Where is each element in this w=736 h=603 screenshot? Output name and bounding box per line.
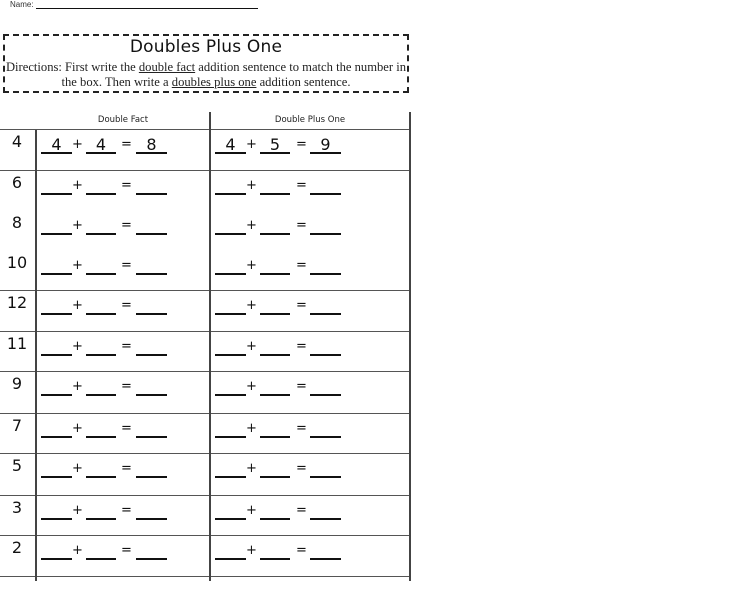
column-divider-left	[35, 130, 37, 581]
table-row	[0, 291, 411, 332]
double-fact-sum-blank[interactable]	[136, 380, 167, 396]
double-fact-addend-1-blank[interactable]	[41, 544, 72, 560]
double-plus-one-addend-2-blank[interactable]	[260, 422, 290, 438]
directions-term-double-fact: double fact	[138, 60, 196, 74]
table-row	[0, 414, 411, 455]
double-fact-addend-1-blank[interactable]	[41, 422, 72, 438]
double-plus-one-sum-blank[interactable]	[310, 422, 341, 438]
target-number: 6	[11, 172, 23, 192]
table-row	[0, 536, 411, 577]
table-row	[0, 130, 411, 171]
plus-sign: +	[246, 502, 257, 518]
instructions-box	[3, 34, 409, 93]
plus-sign: +	[246, 338, 257, 354]
equals-sign: =	[121, 543, 132, 558]
double-fact-sum-blank[interactable]	[136, 462, 167, 478]
double-fact-sum-blank[interactable]	[136, 179, 167, 195]
table-header	[0, 112, 411, 130]
directions-part: addition sentence.	[256, 75, 351, 89]
double-plus-one-sum-blank[interactable]	[310, 259, 341, 275]
table-row	[0, 496, 411, 537]
double-plus-one-sum-blank[interactable]	[310, 340, 341, 356]
plus-sign: +	[246, 461, 257, 476]
double-plus-one-sum-blank[interactable]	[310, 299, 341, 315]
double-fact-addend-2-blank[interactable]	[86, 219, 116, 235]
double-fact-addend-2-blank[interactable]	[86, 380, 116, 396]
double-plus-one-addend-1-blank[interactable]	[215, 544, 246, 560]
double-fact-sum-blank[interactable]	[136, 219, 167, 235]
column-divider-middle	[209, 112, 211, 581]
worksheet-table	[0, 112, 411, 577]
equals-sign: =	[121, 338, 132, 354]
plus-sign: +	[246, 177, 257, 193]
equals-sign: =	[296, 379, 307, 394]
double-fact-addend-1-blank[interactable]	[41, 462, 72, 478]
table-right-border	[409, 112, 411, 581]
table-row	[0, 372, 411, 414]
double-fact-addend-2-blank[interactable]	[86, 179, 116, 195]
double-fact-sum-blank[interactable]	[136, 259, 167, 275]
plus-sign: +	[72, 420, 83, 436]
directions-term-doubles-plus-one: doubles plus one	[171, 75, 257, 89]
double-plus-one-addend-1-blank[interactable]	[215, 462, 246, 478]
target-number: 8	[11, 212, 23, 232]
equals-sign: =	[121, 420, 132, 436]
plus-sign: +	[72, 379, 83, 394]
directions-part: addition sentence to match the number in the box. Then write a	[61, 60, 407, 89]
plus-sign: +	[246, 298, 257, 313]
table-row	[0, 332, 411, 373]
double-plus-one-addend-2-blank[interactable]	[260, 340, 290, 356]
double-plus-one-sum-blank[interactable]	[310, 504, 341, 520]
double-plus-one-addend-1-blank[interactable]	[215, 299, 246, 315]
plus-sign: +	[72, 217, 83, 233]
double-plus-one-addend-2-blank[interactable]	[260, 380, 290, 396]
target-number: 9	[11, 374, 23, 393]
plus-sign: +	[72, 461, 83, 476]
double-fact-addend-1-blank[interactable]	[41, 504, 72, 520]
double-fact-sum-blank[interactable]	[136, 422, 167, 438]
double-plus-one-sum-blank[interactable]	[310, 544, 341, 560]
double-plus-one-sum-blank[interactable]	[310, 219, 341, 235]
name-input-line[interactable]	[36, 0, 258, 9]
double-fact-addend-2-blank[interactable]	[86, 340, 116, 356]
directions-text	[5, 60, 407, 90]
target-number: 5	[11, 456, 23, 475]
equals-sign: =	[121, 298, 132, 313]
double-fact-addend-1-blank[interactable]	[41, 380, 72, 396]
double-fact-sum-blank[interactable]	[136, 544, 167, 560]
equals-sign: =	[296, 177, 307, 193]
double-plus-one-addend-2-blank[interactable]	[260, 219, 290, 235]
name-label: Name:	[10, 0, 34, 9]
column-header-double-plus-one: Double Plus One	[274, 115, 346, 125]
double-fact-sum-blank[interactable]	[136, 299, 167, 315]
equals-sign: =	[296, 461, 307, 476]
double-plus-one-addend-2-blank[interactable]	[260, 504, 290, 520]
double-fact-addend-2-blank[interactable]	[86, 504, 116, 520]
target-number: 12	[6, 293, 28, 312]
double-plus-one-addend-1-blank[interactable]	[215, 380, 246, 396]
double-fact-addend-1-blank[interactable]	[41, 219, 72, 235]
equals-sign: =	[296, 257, 307, 273]
name-field-row	[10, 0, 258, 9]
plus-sign: +	[246, 257, 257, 273]
double-plus-one-addend-1-blank[interactable]	[215, 259, 246, 275]
double-plus-one-addend-2-blank[interactable]: 5	[260, 138, 290, 154]
plus-sign: +	[72, 338, 83, 354]
target-number: 7	[11, 415, 23, 435]
double-plus-one-addend-2-blank[interactable]	[260, 259, 290, 275]
table-body	[0, 130, 411, 577]
double-fact-addend-1-blank[interactable]	[41, 259, 72, 275]
double-fact-addend-1-blank[interactable]	[41, 299, 72, 315]
equals-sign: =	[121, 502, 132, 518]
double-fact-addend-2-blank[interactable]	[86, 299, 116, 315]
double-plus-one-addend-1-blank[interactable]: 4	[215, 138, 246, 154]
double-fact-sum-blank[interactable]	[136, 340, 167, 356]
equals-sign: =	[296, 420, 307, 436]
plus-sign: +	[246, 379, 257, 394]
double-plus-one-addend-2-blank[interactable]	[260, 299, 290, 315]
double-fact-addend-2-blank[interactable]	[86, 544, 116, 560]
directions-part: Directions: First write the	[5, 60, 139, 74]
equals-sign: =	[121, 257, 132, 273]
double-fact-addend-1-blank[interactable]	[41, 340, 72, 356]
equals-sign: =	[296, 338, 307, 354]
target-number: 2	[11, 538, 23, 557]
double-fact-addend-1-blank[interactable]	[41, 179, 72, 195]
equals-sign: =	[121, 177, 132, 193]
target-number: 3	[11, 497, 23, 517]
plus-sign: +	[246, 543, 257, 558]
equals-sign: =	[121, 379, 132, 394]
plus-sign: +	[72, 137, 83, 152]
double-plus-one-sum-blank[interactable]: 9	[310, 138, 341, 154]
double-fact-addend-1-blank[interactable]: 4	[41, 138, 72, 154]
double-fact-addend-2-blank[interactable]	[86, 259, 116, 275]
double-fact-addend-2-blank[interactable]	[86, 422, 116, 438]
double-plus-one-addend-2-blank[interactable]	[260, 462, 290, 478]
double-plus-one-addend-1-blank[interactable]	[215, 422, 246, 438]
equals-sign: =	[296, 543, 307, 558]
double-plus-one-sum-blank[interactable]	[310, 179, 341, 195]
double-plus-one-addend-1-blank[interactable]	[215, 179, 246, 195]
plus-sign: +	[72, 257, 83, 273]
table-row	[0, 454, 411, 496]
double-plus-one-sum-blank[interactable]	[310, 462, 341, 478]
target-number: 10	[6, 252, 28, 272]
plus-sign: +	[72, 177, 83, 193]
equals-sign: =	[296, 217, 307, 233]
equals-sign: =	[121, 217, 132, 233]
target-number: 4	[11, 132, 23, 151]
plus-sign: +	[72, 298, 83, 313]
equals-sign: =	[121, 137, 132, 152]
double-plus-one-addend-1-blank[interactable]	[215, 219, 246, 235]
plus-sign: +	[72, 543, 83, 558]
double-fact-sum-blank[interactable]	[136, 504, 167, 520]
double-plus-one-addend-1-blank[interactable]	[215, 504, 246, 520]
table-row	[0, 171, 411, 292]
plus-sign: +	[246, 217, 257, 233]
plus-sign: +	[72, 502, 83, 518]
double-plus-one-sum-blank[interactable]	[310, 380, 341, 396]
double-fact-addend-2-blank[interactable]: 4	[86, 138, 116, 154]
double-fact-addend-2-blank[interactable]	[86, 462, 116, 478]
plus-sign: +	[246, 137, 257, 152]
double-plus-one-addend-2-blank[interactable]	[260, 544, 290, 560]
column-header-double-fact: Double Fact	[97, 115, 149, 125]
equals-sign: =	[296, 502, 307, 518]
double-plus-one-addend-1-blank[interactable]	[215, 340, 246, 356]
double-fact-sum-blank[interactable]: 8	[136, 138, 167, 154]
equals-sign: =	[296, 137, 307, 152]
plus-sign: +	[246, 420, 257, 436]
target-number: 11	[6, 333, 28, 353]
equals-sign: =	[296, 298, 307, 313]
worksheet-title: Doubles Plus One	[129, 37, 283, 57]
equals-sign: =	[121, 461, 132, 476]
double-plus-one-addend-2-blank[interactable]	[260, 179, 290, 195]
